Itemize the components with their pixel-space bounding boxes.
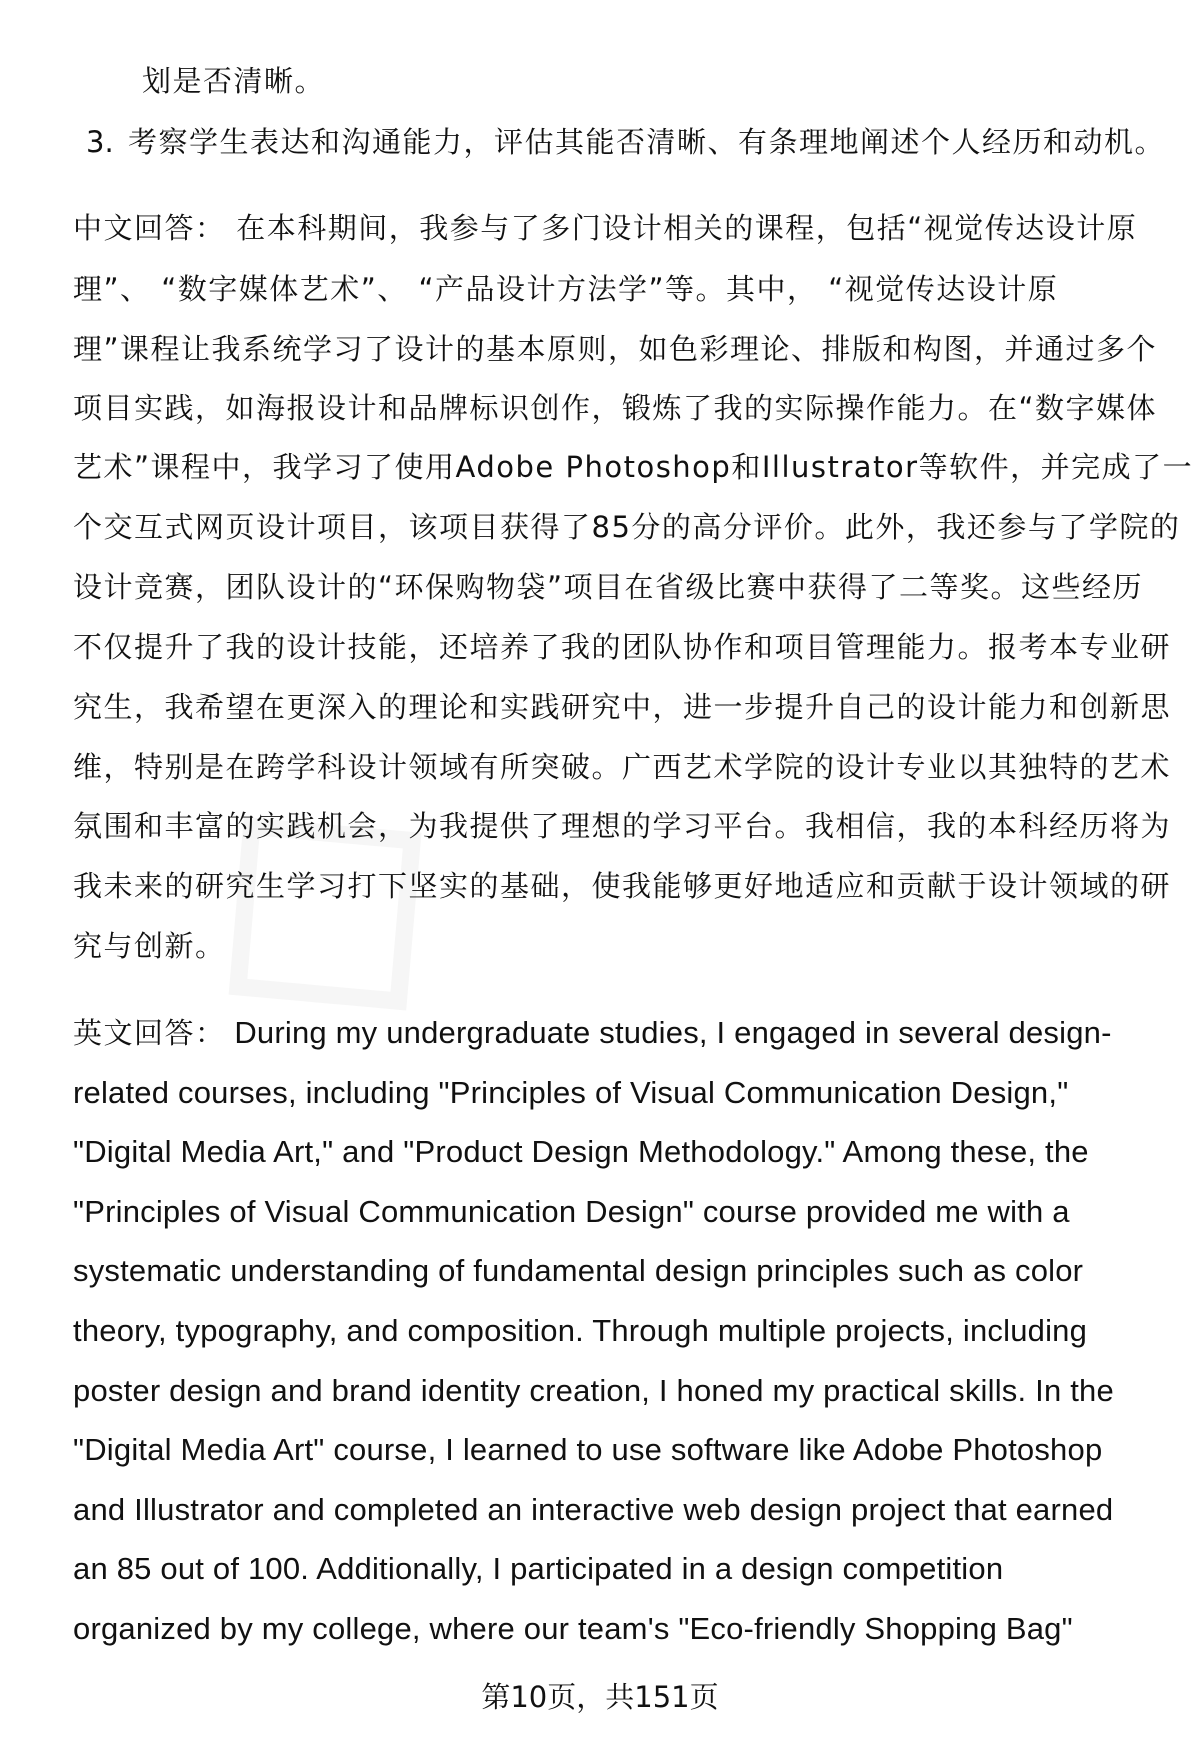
paragraph-line: 艺术”课程中，我学习了使用Adobe Photoshop和Illustrator等软件，并完成了一: [73, 450, 1194, 484]
list-continuation: 划是否清晰。: [142, 64, 326, 98]
paragraph-line: 维，特别是在跨学科设计领域有所突破。广西艺术学院的设计专业以其独特的艺术: [73, 750, 1172, 784]
list-item-text: 考察学生表达和沟通能力，评估其能否清晰、有条理地阐述个人经历和动机。: [128, 125, 1166, 159]
paragraph-line: "Digital Media Art," and "Product Design Methodology." Among these, the: [73, 1134, 1089, 1169]
paragraph-line: "Digital Media Art" course, I learned to use software like Adobe Photoshop: [73, 1432, 1103, 1467]
paragraph-line: 究与创新。: [73, 929, 226, 963]
paragraph-line: [73, 1013, 1112, 1053]
english-answer-label: 英文回答：: [73, 1016, 226, 1050]
paragraph-line: 氛围和丰富的实践机会，为我提供了理想的学习平台。我相信，我的本科经历将为: [73, 809, 1172, 843]
page-number: 第10页，共151页: [481, 1680, 719, 1714]
paragraph-line: related courses, including "Principles of Visual Communication Design,": [73, 1075, 1069, 1110]
paragraph-line: 项目实践，如海报设计和品牌标识创作，锻炼了我的实际操作能力。在“数字媒体: [73, 391, 1158, 425]
paragraph-line: 不仅提升了我的设计技能，还培养了我的团队协作和项目管理能力。报考本专业研: [73, 630, 1172, 664]
paragraph-line: 理”课程让我系统学习了设计的基本原则，如色彩理论、排版和构图，并通过多个: [73, 332, 1158, 366]
paragraph-line: 理”、 “数字媒体艺术”、 “产品设计方法学”等。其中， “视觉传达设计原: [73, 272, 1059, 306]
paragraph-line: systematic understanding of fundamental design principles such as color: [73, 1253, 1084, 1288]
paragraph-line: an 85 out of 100. Additionally, I participated in a design competition: [73, 1551, 1004, 1586]
paragraph-line: 我未来的研究生学习打下坚实的基础，使我能够更好地适应和贡献于设计领域的研: [73, 869, 1172, 903]
paragraph-line: theory, typography, and composition. Through multiple projects, including: [73, 1313, 1088, 1348]
paragraph-line: organized by my college, where our team's "Eco-friendly Shopping Bag": [73, 1611, 1073, 1646]
paragraph-line: "Principles of Visual Communication Design" course provided me with a: [73, 1194, 1070, 1229]
paragraph-line: 中文回答： 在本科期间，我参与了多门设计相关的课程，包括“视觉传达设计原: [73, 211, 1138, 245]
paragraph-line-text: During my undergraduate studies, I engaged in several design-: [225, 1015, 1112, 1050]
paragraph-line: 设计竞赛，团队设计的“环保购物袋”项目在省级比赛中获得了二等奖。这些经历: [73, 570, 1144, 604]
paragraph-line: and Illustrator and completed an interactive web design project that earned: [73, 1492, 1114, 1527]
paragraph-line: 究生，我希望在更深入的理论和实践研究中，进一步提升自己的设计能力和创新思: [73, 690, 1172, 724]
paragraph-line: 个交互式网页设计项目，该项目获得了85分的高分评价。此外，我还参与了学院的: [73, 510, 1181, 544]
list-item-number: 3.: [86, 125, 114, 159]
paragraph-line: poster design and brand identity creation, I honed my practical skills. In the: [73, 1373, 1114, 1408]
